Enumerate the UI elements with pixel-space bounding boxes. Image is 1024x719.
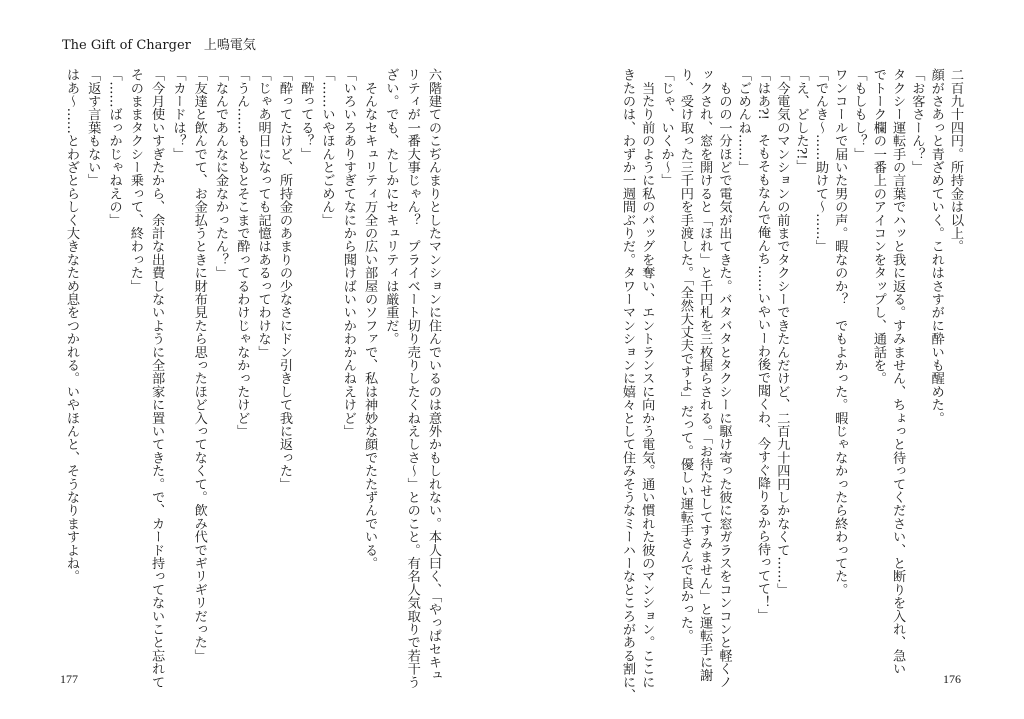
text-line: 「じゃ、いくか〜」 xyxy=(658,68,674,187)
text-line: ワンコールで届いた男の声。暇なのか？ でもよかった。暇じゃなかったら終わってた。 xyxy=(832,68,848,596)
text-line: 「もしもし？」 xyxy=(851,68,867,161)
text-line: 「酔ってたけど、所持金のあまりの少なさにドン引きして我に返った」 xyxy=(276,68,292,491)
text-line: そのままタクシー乗って、終わった」 xyxy=(127,68,143,293)
text-line: 「でんき〜……助けて〜……」 xyxy=(812,68,828,253)
text-line: 「え、どした?!」 xyxy=(793,68,809,173)
text-line: 「じゃあ明日になっても記憶はあるってわけな」 xyxy=(255,68,271,359)
text-line: り、受け取った三千円を手渡した。「全然大丈夫ですよ」だって。優しい運転手さんで良かった。 xyxy=(677,68,693,643)
text-line: 「うん……もともとそこまで酔ってるわけじゃなかったけど」 xyxy=(234,68,250,438)
text-line: 「今電気のマンションの前までタクシーできたんだけど、二百九十四円しかなくて……」 xyxy=(774,68,790,596)
running-header xyxy=(62,34,256,53)
text-line: はあ〜……とわざとらしく大きなため息をつかれる。いやほんと、そうなりますよね。 xyxy=(63,68,79,583)
text-line: 「……いやほんとごめん」 xyxy=(319,68,335,227)
text-line: ざい。でも、たしかにセキュリティは厳重だ。 xyxy=(383,68,399,346)
text-line: 顔がさあっと青ざめていく。これはさすがに酔いも醒めた。 xyxy=(928,68,944,425)
book-title: The Gift of Charger xyxy=(62,38,191,53)
text-line: ックされ、窓を開けると「ほれ」と千円札を三枚握らされる。「お待たせしてすみません」と運転手に謝 xyxy=(697,68,713,682)
text-line: 「カードは？」 xyxy=(170,68,186,161)
text-line: でトーク欄の一番上のアイコンをタップし、通話を。 xyxy=(870,68,886,385)
text-line: 「酔ってる？」 xyxy=(298,68,314,161)
text-line: 「お客さーん？」 xyxy=(909,68,925,174)
text-line: 「返す言葉もない」 xyxy=(85,68,101,187)
text-line: 二百九十四円。所持金は以上。 xyxy=(948,68,963,253)
text-line: 「今月使いすぎたから、余計な出費しないように全部家に置いてきた。で、カード持ってないこと忘れて xyxy=(149,68,165,689)
page-number-right: 176 xyxy=(943,672,961,686)
text-line: ものの一分ほどで電気が出てきた。バタバタとタクシーに駆け寄った彼に窓ガラスをコンコンと軽くノ xyxy=(716,68,732,689)
text-line: 当たり前のように私のバッグを奪い、エントランスに向かう電気。通い慣れた彼のマンション。ここに xyxy=(639,68,655,689)
text-line: 「ごめんね……」 xyxy=(735,68,751,174)
text-line: 六階建てのこぢんまりとしたマンションに住んでいるのは意外かもしれない。本人曰く、「やっぱセキュ xyxy=(426,68,441,682)
text-line: 「いろいろありすぎてなにから聞けばいいかわかんねえけど」 xyxy=(340,68,356,438)
text-line: 「……ばっかじゃねえの」 xyxy=(106,68,122,227)
text-line: 「なんであんなに金なかったん？」 xyxy=(213,68,229,280)
character-name: 上鳴電気 xyxy=(203,38,256,53)
text-line: タクシー運転手の言葉でハッと我に返る。すみません、ちょっと待ってください、と断りを入れ、急い xyxy=(890,68,906,676)
text-line: 「はあ?! そもそもなんで俺んち……いやいーわ後で聞くわ、今すぐ降りるから待ってて！」 xyxy=(755,68,771,622)
text-line: きたのは、わずか一週間ぶりだ。タワーマンションに嬉々として住みそうなミーハーなところがある割に、 xyxy=(619,68,635,702)
text-line: そんなセキュリティ万全の広い部屋のソファで、私は神妙な顔でたたずんでいる。 xyxy=(362,68,378,570)
page-number-left: 177 xyxy=(60,672,78,686)
text-line: リティが一番大事じゃん？ プライベート切り売りしたくねえしさ〜」とのこと。有名人気取りで若干う xyxy=(404,68,420,689)
text-line: 「友達と飲んでて、お金払うときに財布見たら思ったほど入ってなくて。飲み代でギリギリだった」 xyxy=(191,68,207,662)
